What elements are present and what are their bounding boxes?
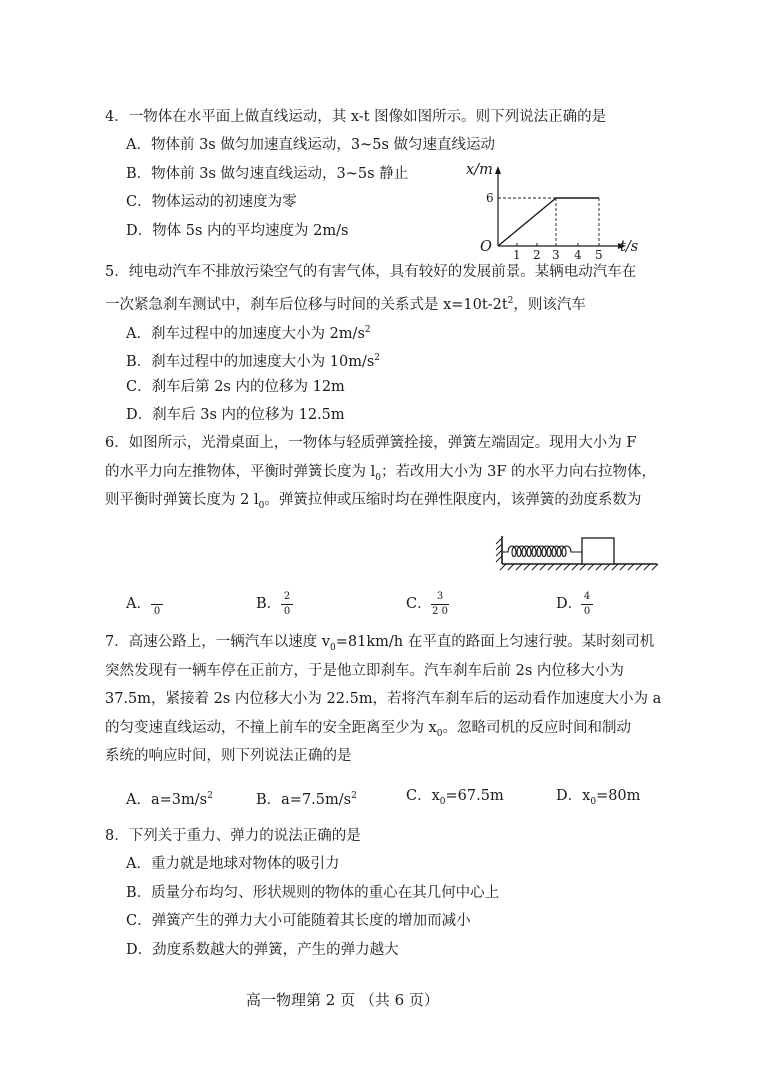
q5-option-a: A．刹车过程中的加速度大小为 $2m/s^2$ <box>126 325 371 342</box>
q8-option-c: C．弹簧产生的弹力大小可能随着其长度的增加而减小 <box>126 913 471 929</box>
graph-origin-label: O <box>480 239 492 255</box>
q6-stem-line2: 的水平力向左推物体，平衡时弹簧长度为 $l_0$；若改用大小为 3F 的水平力向右拉物体， <box>105 464 656 483</box>
graph-x-tick-2: 2 <box>533 248 541 262</box>
q7-stem-line1: 7．高速公路上，一辆汽车以速度 $v_0=81km/h$ 在平直的路面上匀速行驶。某时刻司机 <box>105 634 655 653</box>
q6-option-d-den: 0 <box>583 606 591 617</box>
q6-option-c-den: 2 0 <box>432 606 448 617</box>
q8-option-d: D．劲度系数越大的弹簧，产生的弹力越大 <box>126 942 399 958</box>
graph-x-axis-label: t/s <box>620 239 639 255</box>
q5-stem-line1: 5．纯电动汽车不排放污染空气的有害气体，具有较好的发展前景。某辆电动汽车在 <box>105 264 637 280</box>
q6-option-a-den: 0 <box>153 606 161 617</box>
q7-option-c: C．$x_0=67.5m$ <box>406 788 504 807</box>
q6-option-a-fraction-bar <box>151 604 163 605</box>
q6-option-b-letter: B． <box>256 596 282 612</box>
q6-stem-line3: 则平衡时弹簧长度为 2 $l_0$。弹簧拉伸或压缩时均在弹性限度内，该弹簧的劲度系数为 <box>105 492 642 511</box>
spring-block-diagram <box>492 530 662 580</box>
q7-option-b: B．$a=7.5m/s^2$ <box>256 791 357 808</box>
q5-stem-line2: 一次紧急刹车测试中，刹车后位移与时间的关系式是 $x=10t-2t^2$，则该汽车 <box>105 296 586 313</box>
q6-option-b-den: 0 <box>283 606 291 617</box>
q6-option-b-num: 2 <box>283 591 291 602</box>
q5-option-c: C．刹车后第 2s 内的位移为 12m <box>126 379 345 395</box>
q7-stem-line2: 突然发现有一辆车停在正前方，于是他立即刹车。汽车刹车后前 2s 内位移大小为 <box>105 663 624 679</box>
q8-option-b: B．质量分布均匀、形状规则的物体的重心在其几何中心上 <box>126 885 500 901</box>
q6-option-d-fraction-bar <box>581 604 593 605</box>
graph-y-tick-6: 6 <box>486 191 494 205</box>
q4-stem: 4．一物体在水平面上做直线运动，其 x-t 图像如图所示。则下列说法正确的是 <box>105 109 607 125</box>
q7-stem-line3: 37.5m，紧接着 2s 内位移大小为 22.5m，若将汽车刹车后的运动看作加速度大小为 a <box>105 691 662 707</box>
q7-stem-line4: 的匀变速直线运动，不撞上前车的安全距离至少为 $x_0$。忽略司机的反应时间和制动 <box>105 720 632 739</box>
q5-option-d: D．刹车后 3s 内的位移为 12.5m <box>126 407 345 423</box>
q6-option-c-letter: C． <box>406 596 432 612</box>
graph-x-tick-4: 4 <box>574 248 582 262</box>
q4-option-b: B．物体前 3s 做匀速直线运动，3~5s 静止 <box>126 166 409 182</box>
q5-option-b: B．刹车过程中的加速度大小为 $10m/s^2$ <box>126 353 381 370</box>
q4-option-c: C．物体运动的初速度为零 <box>126 194 297 210</box>
q6-option-b-fraction-bar <box>281 604 293 605</box>
q6-option-a-letter: A． <box>126 596 151 612</box>
q7-option-a: A．$a=3m/s^2$ <box>126 791 213 808</box>
page-footer: 高一物理第 2 页 （共 6 页） <box>246 991 439 1009</box>
q6-option-d-num: 4 <box>583 591 591 602</box>
q7-stem-line5: 系统的响应时间，则下列说法正确的是 <box>105 748 352 764</box>
q8-option-a: A．重力就是地球对物体的吸引力 <box>126 856 340 872</box>
q6-option-c-num: 3 <box>436 591 444 602</box>
graph-y-axis-label: x/m <box>466 162 493 178</box>
q4-option-d: D．物体 5s 内的平均速度为 2m/s <box>126 223 349 239</box>
q6-option-c-fraction-bar <box>431 604 449 605</box>
q6-stem-line1: 6．如图所示，光滑桌面上，一物体与轻质弹簧拴接，弹簧左端固定。现用大小为 F <box>105 435 637 451</box>
graph-x-tick-5: 5 <box>595 248 603 262</box>
q7-option-d: D．$x_0=80m$ <box>556 788 641 807</box>
graph-x-tick-1: 1 <box>513 248 521 262</box>
q4-option-a: A．物体前 3s 做匀加速直线运动，3~5s 做匀速直线运动 <box>126 137 496 153</box>
graph-x-tick-3: 3 <box>552 248 560 262</box>
q8-stem: 8．下列关于重力、弹力的说法正确的是 <box>105 828 361 844</box>
q6-option-d-letter: D． <box>556 596 583 612</box>
